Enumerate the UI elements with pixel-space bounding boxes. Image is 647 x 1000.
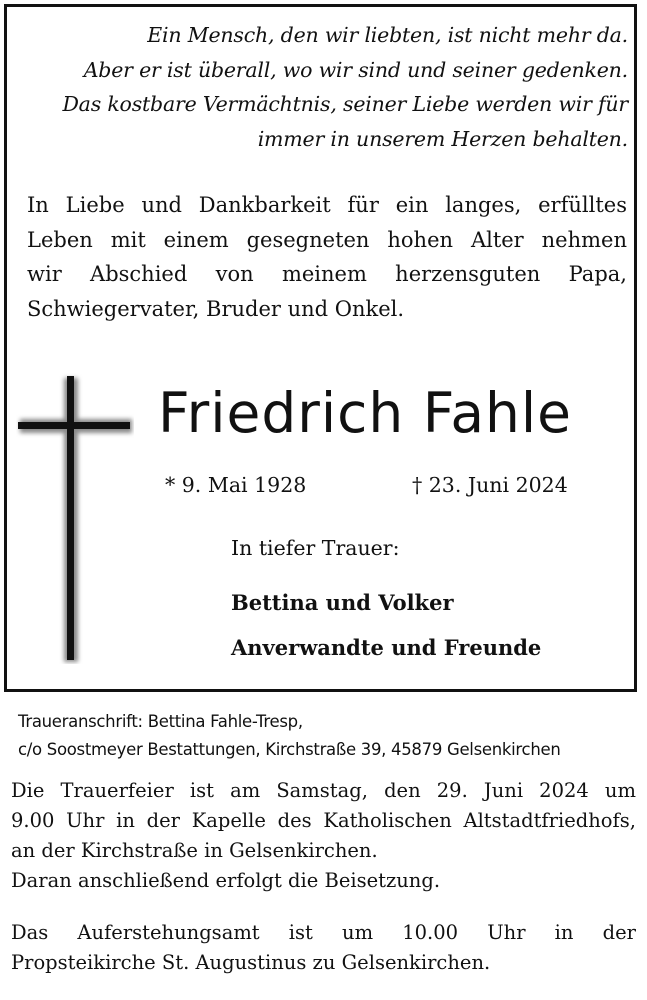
- poem-line: immer in unserem Herzen behalten.: [257, 126, 628, 151]
- word: Kapelle: [191, 809, 266, 832]
- word: Uhr: [487, 921, 526, 944]
- word: von: [215, 262, 254, 286]
- word: 9.00: [11, 809, 55, 832]
- word: ein: [395, 193, 429, 217]
- word: ist: [288, 921, 313, 944]
- signatory: Anverwandte und Freunde: [231, 635, 542, 660]
- word: der: [602, 921, 636, 944]
- word: Uhr: [66, 809, 105, 832]
- word: 29.: [436, 779, 468, 802]
- word: langes,: [445, 193, 522, 217]
- ceremony-info: [11, 776, 636, 896]
- word: Katholischen: [323, 809, 452, 832]
- word: Liebe: [65, 193, 125, 217]
- mass-line: Propsteikirche St. Augustinus zu Gelsenkirchen.: [11, 951, 491, 974]
- word: Das: [11, 921, 49, 944]
- word: Leben: [27, 227, 93, 252]
- address-line: c/o Soostmeyer Bestattungen, Kirchstraße 39, 45879 Gelsenkirchen: [18, 740, 561, 759]
- word: in: [554, 921, 574, 944]
- ceremony-line: an der Kirchstraße in Gelsenkirchen.: [11, 839, 378, 862]
- word: und: [141, 193, 182, 217]
- word: Abschied: [90, 262, 188, 286]
- poem-line: Aber er ist überall, wo wir sind und seiner gedenken.: [83, 57, 628, 82]
- word: Die: [11, 779, 45, 802]
- word: um: [604, 779, 636, 802]
- word: nehmen: [541, 227, 627, 252]
- word: Auferstehungsamt: [77, 921, 260, 944]
- word: in: [116, 809, 135, 832]
- poem-line: Das kostbare Vermächtnis, seiner Liebe werden wir für: [62, 92, 628, 116]
- word: Altstadtfriedhofs,: [463, 809, 636, 832]
- intro-line: [27, 257, 627, 292]
- word: einem: [163, 227, 229, 252]
- word: herzensguten: [395, 262, 541, 286]
- word: Papa,: [568, 262, 627, 286]
- signatory: Bettina und Volker: [231, 590, 454, 615]
- word: der: [146, 809, 181, 832]
- deceased-name: Friedrich Fahle: [158, 381, 573, 445]
- word: 2024: [539, 779, 589, 802]
- intro-line: [27, 223, 627, 258]
- mass-info: [11, 918, 636, 978]
- address-line: Traueranschrift: Bettina Fahle-Tresp,: [18, 712, 303, 731]
- intro-text: [27, 188, 627, 326]
- word: 10.00: [402, 921, 459, 944]
- word: den: [384, 779, 421, 802]
- word: Trauerfeier: [60, 779, 174, 802]
- word: wir: [27, 262, 62, 286]
- word: Dankbarkeit: [198, 193, 331, 217]
- word: um: [342, 921, 374, 944]
- word: ist: [189, 779, 214, 802]
- word: hohen: [387, 227, 454, 252]
- birth-date: * 9. Mai 1928: [165, 473, 307, 497]
- word: In: [27, 193, 49, 217]
- word: mit: [110, 227, 146, 252]
- word: gesegneten: [246, 227, 370, 252]
- intro-line: [27, 188, 627, 223]
- ceremony-line: Daran anschließend erfolgt die Beisetzung.: [11, 869, 441, 892]
- ceremony-line: [11, 776, 636, 806]
- word: am: [230, 779, 261, 802]
- mourning-address: [18, 708, 630, 764]
- word: erfülltes: [538, 193, 627, 217]
- cross-icon: [16, 372, 134, 668]
- mourning-heading: In tiefer Trauer:: [231, 536, 400, 560]
- ceremony-line: [11, 806, 636, 836]
- word: Alter: [470, 227, 524, 252]
- poem-line: Ein Mensch, den wir liebten, ist nicht mehr da.: [147, 23, 628, 47]
- mass-line: [11, 918, 636, 948]
- poem: [24, 18, 628, 156]
- death-date: † 23. Juni 2024: [412, 473, 568, 497]
- word: meinem: [281, 262, 367, 286]
- word: Samstag,: [276, 779, 368, 802]
- intro-line: Schwiegervater, Bruder und Onkel.: [27, 296, 405, 321]
- word: des: [277, 809, 312, 832]
- word: für: [347, 193, 379, 217]
- word: Juni: [483, 779, 524, 802]
